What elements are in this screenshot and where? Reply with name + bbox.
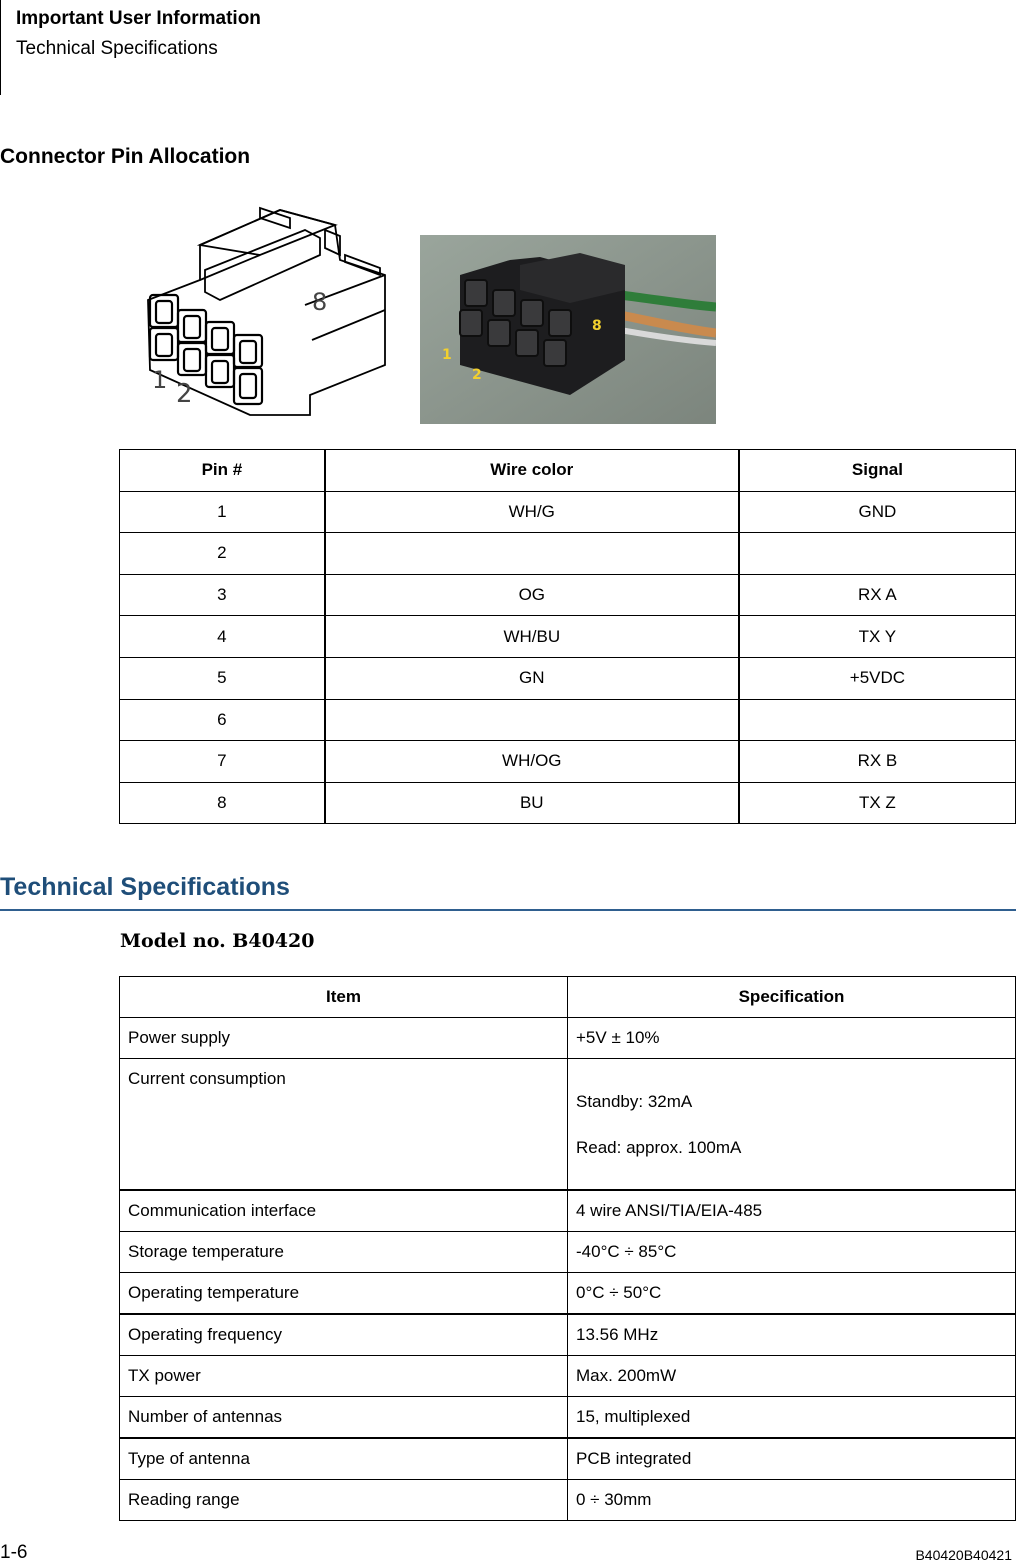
- cell-signal: TX Z: [739, 782, 1016, 824]
- cell-item: Operating frequency: [120, 1314, 568, 1356]
- table-row: [120, 782, 1016, 824]
- table-row: [120, 657, 1016, 699]
- cell-signal: RX A: [739, 574, 1016, 616]
- header-specification: Specification: [568, 977, 1016, 1018]
- table-row: [120, 1314, 1016, 1356]
- header-pin: Pin #: [120, 450, 325, 492]
- cell-spec: +5V ± 10%: [568, 1018, 1016, 1059]
- connector-drawing: [140, 200, 400, 420]
- table-row: [120, 1232, 1016, 1273]
- connector-photo: [420, 235, 716, 424]
- spec-standby: Standby: 32mA: [576, 1092, 693, 1111]
- cell-spec: 0°C ÷ 50°C: [568, 1273, 1016, 1315]
- cell-item: Power supply: [120, 1018, 568, 1059]
- table-row: [120, 1190, 1016, 1232]
- drawing-label-2: 2: [176, 379, 193, 409]
- cell-signal: RX B: [739, 741, 1016, 783]
- cell-item: TX power: [120, 1356, 568, 1397]
- cell-item: Number of antennas: [120, 1397, 568, 1439]
- photo-label-8: 8: [592, 318, 602, 334]
- cell-pin: 4: [120, 616, 325, 658]
- cell-wire: WH/BU: [325, 616, 739, 658]
- cell-signal: [739, 533, 1016, 575]
- cell-spec: 0 ÷ 30mm: [568, 1480, 1016, 1521]
- cell-item: Reading range: [120, 1480, 568, 1521]
- cell-signal: GND: [739, 491, 1016, 533]
- drawing-label-8: 8: [312, 288, 328, 316]
- cell-pin: 7: [120, 741, 325, 783]
- cell-wire: WH/OG: [325, 741, 739, 783]
- cell-spec: Max. 200mW: [568, 1356, 1016, 1397]
- table-row: [120, 1273, 1016, 1315]
- connector-section-title: Connector Pin Allocation: [0, 145, 251, 168]
- cell-spec: 13.56 MHz: [568, 1314, 1016, 1356]
- header-signal: Signal: [739, 450, 1016, 492]
- cell-item: Storage temperature: [120, 1232, 568, 1273]
- header-title: Important User Information: [16, 8, 261, 29]
- cell-signal: [739, 699, 1016, 741]
- cell-spec: [568, 1059, 1016, 1191]
- cell-wire: [325, 699, 739, 741]
- table-header-row: [120, 450, 1016, 492]
- drawing-label-1: 1: [152, 366, 168, 394]
- cell-pin: 5: [120, 657, 325, 699]
- table-row: [120, 533, 1016, 575]
- table-row: [120, 1397, 1016, 1439]
- cell-wire: BU: [325, 782, 739, 824]
- specification-table: [119, 976, 1016, 1521]
- cell-pin: 3: [120, 574, 325, 616]
- cell-signal: +5VDC: [739, 657, 1016, 699]
- document-id: B40420B40421: [915, 1547, 1012, 1563]
- photo-label-2: 2: [472, 367, 482, 383]
- pin-allocation-table: [119, 449, 1016, 824]
- cell-item: Current consumption: [120, 1059, 568, 1191]
- cell-pin: 2: [120, 533, 325, 575]
- table-row: [120, 491, 1016, 533]
- cell-pin: 8: [120, 782, 325, 824]
- table-row: [120, 1018, 1016, 1059]
- cell-signal: TX Y: [739, 616, 1016, 658]
- cell-pin: 6: [120, 699, 325, 741]
- cell-spec: PCB integrated: [568, 1438, 1016, 1480]
- cell-spec: -40°C ÷ 85°C: [568, 1232, 1016, 1273]
- table-row: [120, 1059, 1016, 1191]
- cell-pin: 1: [120, 491, 325, 533]
- page-number: 1-6: [0, 1542, 28, 1563]
- header-subtitle: Technical Specifications: [16, 38, 218, 59]
- table-row: [120, 741, 1016, 783]
- cell-wire: [325, 533, 739, 575]
- table-row: [120, 1356, 1016, 1397]
- table-header-row: [120, 977, 1016, 1018]
- model-number: Model no. B40420: [120, 930, 315, 952]
- photo-label-1: 1: [442, 347, 452, 363]
- cell-wire: WH/G: [325, 491, 739, 533]
- technical-specifications-heading: Technical Specifications: [0, 873, 290, 901]
- header-item: Item: [120, 977, 568, 1018]
- cell-item: Communication interface: [120, 1190, 568, 1232]
- header-wire-color: Wire color: [325, 450, 739, 492]
- table-row: [120, 574, 1016, 616]
- cell-spec: 4 wire ANSI/TIA/EIA-485: [568, 1190, 1016, 1232]
- table-row: [120, 699, 1016, 741]
- cell-item: Type of antenna: [120, 1438, 568, 1480]
- cell-wire: OG: [325, 574, 739, 616]
- table-row: [120, 616, 1016, 658]
- cell-spec: 15, multiplexed: [568, 1397, 1016, 1439]
- cell-wire: GN: [325, 657, 739, 699]
- heading-rule: [0, 909, 1016, 911]
- spec-read: Read: approx. 100mA: [576, 1138, 742, 1157]
- cell-item: Operating temperature: [120, 1273, 568, 1315]
- page-header: [0, 0, 261, 95]
- table-row: [120, 1480, 1016, 1521]
- table-row: [120, 1438, 1016, 1480]
